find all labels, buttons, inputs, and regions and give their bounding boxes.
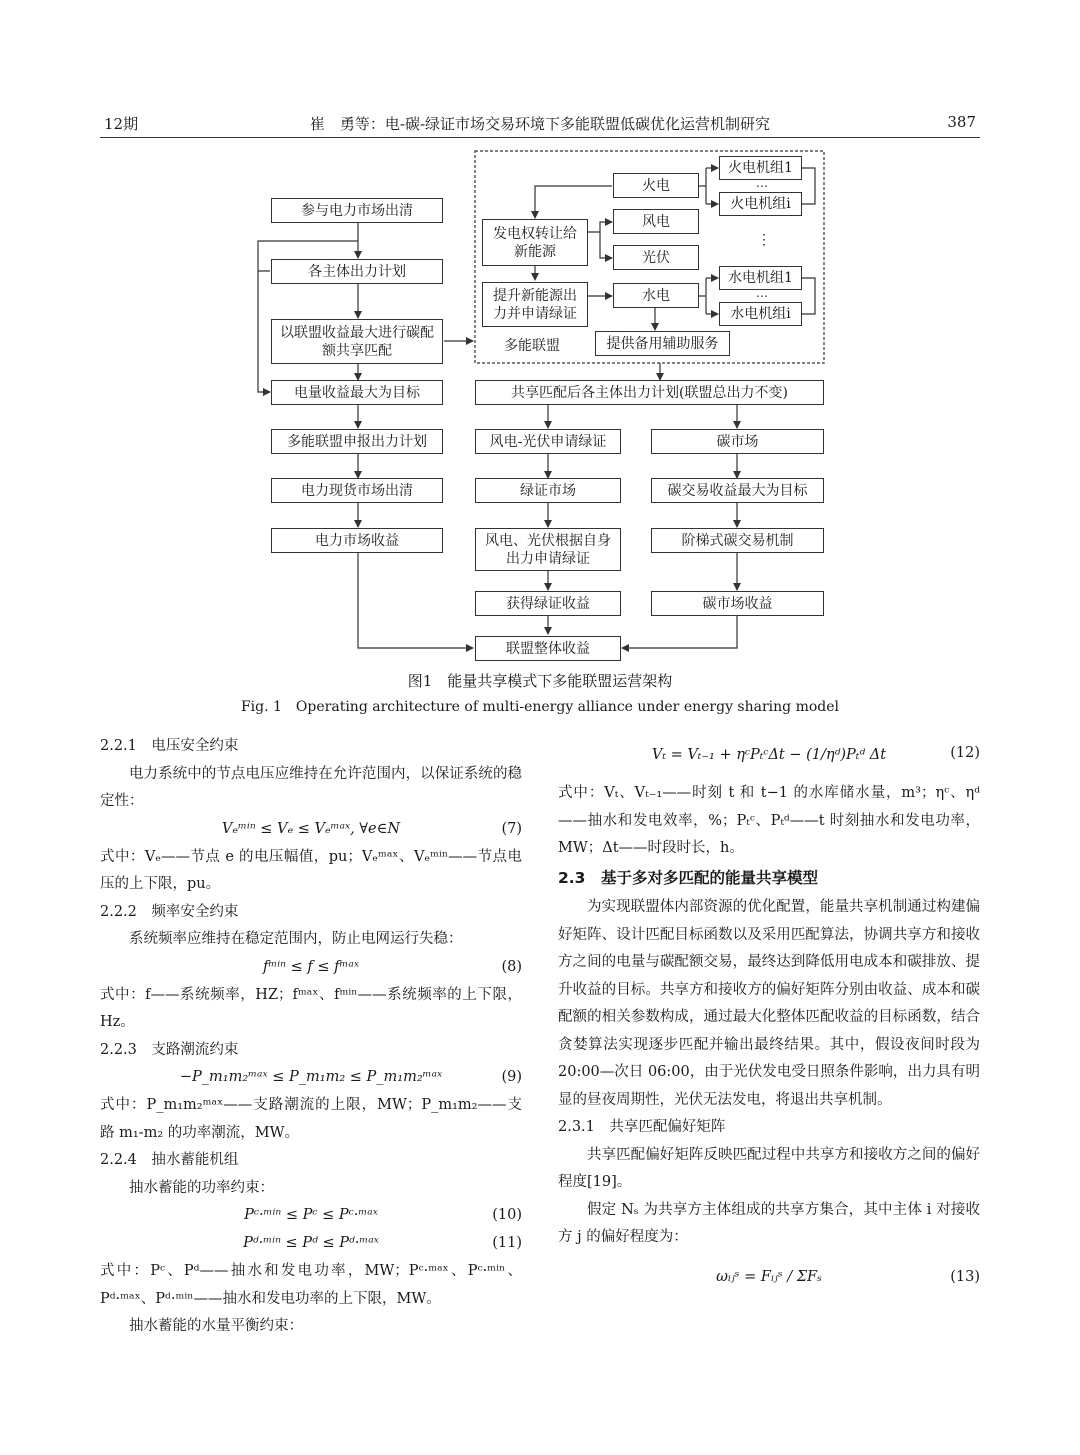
equation-10-body: Pᶜ·ᵐⁱⁿ ≤ Pᶜ ≤ Pᶜ·ᵐᵃˣ [244,1207,378,1223]
equation-11-number: (11) [492,1235,522,1251]
paragraph: 抽水蓄能的功率约束： [129,1179,274,1196]
equation-11-description: 式中：Pᶜ、Pᵈ——抽水和发电功率，MW；Pᶜ·ᵐᵃˣ、Pᶜ·ᵐⁱⁿ、Pᵈ·ᵐᵃˣ、Pᵈ·ᵐⁱⁿ——抽水和发电功率的上下限，MW。 [100,1263,522,1307]
ellipsis-thermal: … [756,176,768,190]
equation-7-body: Vₑᵐⁱⁿ ≤ Vₑ ≤ Vₑᵐᵃˣ, ∀e∈N [221,820,401,837]
box-thermal: 火电 [613,173,699,198]
equation-11-body: Pᵈ·ᵐⁱⁿ ≤ Pᵈ ≤ Pᵈ·ᵐᵃˣ [243,1235,379,1251]
box-green-market: 绿证市场 [475,478,621,503]
equation-12-description: 式中：Vₜ、Vₜ₋₁——时刻 t 和 t−1 的水库储水量，m³；ηᶜ、ηᵈ——抽水和发电效率，%；Pₜᶜ、Pₜᵈ——t 时刻抽水和发电功率，MW；Δt——时段时长，h。 [558,785,980,856]
equation-9-number: (9) [501,1069,522,1085]
right-column [558,740,980,1302]
box-green-by-output: 风电、光伏根据自身出力申请绿证 [475,528,621,571]
box-carbon-target: 碳交易收益最大为目标 [651,478,824,503]
section-2-3-1: 2.3.1 共享匹配偏好矩阵 [558,1119,726,1135]
equation-9-description: 式中：P_m₁m₂ᵐᵃˣ——支路潮流的上限，MW；P_m₁m₂——支路 m₁-m₂ 的功率潮流，MW。 [100,1097,522,1141]
box-upgrade-renewables: 提升新能源出力并申请绿证 [482,282,588,327]
equation-7 [100,816,522,844]
box-green-apply: 风电-光伏申请绿证 [475,429,621,454]
box-carbon-income: 碳市场收益 [651,591,824,616]
paragraph: 电力系统中的节点电压应维持在允许范围内，以保证系统的稳定性： [100,765,522,809]
box-pv: 光伏 [613,245,699,270]
equation-12 [558,740,980,780]
box-green-income: 获得绿证收益 [475,591,621,616]
box-hydro-unit-1: 水电机组1 [719,266,802,290]
box-total-income: 联盟整体收益 [475,636,621,661]
left-column [100,733,522,1341]
box-carbon-tiered: 阶梯式碳交易机制 [651,528,824,553]
box-generation-transfer: 发电权转让给新能源 [482,219,588,266]
box-carbon-market: 碳市场 [651,429,824,454]
box-wind: 风电 [613,209,699,234]
equation-8 [100,954,522,982]
section-2-2-4: 2.2.4 抽水蓄能机组 [100,1152,239,1168]
equation-10-number: (10) [492,1207,522,1223]
box-market-clearing: 参与电力市场出清 [271,198,443,223]
box-energy-income-target: 电量收益最大为目标 [271,380,443,405]
paragraph: 抽水蓄能的水量平衡约束： [129,1318,303,1334]
box-thermal-unit-1: 火电机组1 [719,156,802,180]
running-title: 崔 勇等：电-碳-绿证市场交易环境下多能联盟低碳优化运营机制研究 [309,115,771,133]
section-2-2-1: 2.2.1 电压安全约束 [100,738,239,754]
equation-12-number: (12) [950,745,980,761]
equation-8-number: (8) [501,958,522,975]
equation-13 [558,1252,980,1302]
equation-13-body: ωᵢⱼˢ = Fᵢⱼˢ / ΣFₛ [716,1268,822,1285]
figure-caption-cn: 图1 能量共享模式下多能联盟运营架构 [407,672,673,690]
box-reserve-service: 提供备用辅助服务 [595,331,730,356]
section-2-2-3: 2.2.3 支路潮流约束 [100,1041,239,1058]
section-2-2-2: 2.2.2 频率安全约束 [100,903,239,920]
equation-8-description: 式中：f——系统频率，HZ；fᵐᵃˣ、fᵐⁱⁿ——系统频率的上下限，Hz。 [100,986,522,1030]
equation-7-number: (7) [501,820,522,837]
box-output-plan: 各主体出力计划 [271,259,443,284]
alliance-label: 多能联盟 [504,338,560,354]
equation-8-body: fᵐⁱⁿ ≤ f ≤ fᵐᵃˣ [262,958,359,975]
page-number: 387 [947,113,976,131]
box-hydro-unit-i: 水电机组i [719,302,802,326]
equation-13-number: (13) [950,1268,980,1285]
equation-9-body: −P_m₁m₂ᵐᵃˣ ≤ P_m₁m₂ ≤ P_m₁m₂ᵐᵃˣ [179,1069,443,1085]
equation-12-body: Vₜ = Vₜ₋₁ + ηᶜPₜᶜΔt − (1/ηᵈ)Pₜᵈ Δt [651,747,887,763]
box-declare-output: 多能联盟申报出力计划 [271,429,443,454]
paragraph: 假定 Nₛ 为共享方主体组成的共享方集合，其中主体 i 对接收方 j 的偏好程度为： [558,1201,980,1245]
box-thermal-unit-i: 火电机组i [719,192,802,216]
figure-caption-en: Fig. 1 Operating architecture of multi-energy alliance under energy sharing model [240,699,840,715]
paragraph: 共享匹配偏好矩阵反映匹配过程中共享方和接收方之间的偏好程度[19]。 [558,1146,980,1190]
paragraph: 为实现联盟体内部资源的优化配置，能量共享机制通过构建偏好矩阵、设计匹配目标函数以及采用匹配算法，协调共享方和接收方之间的电量与碳配额交易，最终达到降低用电成本和碳排放、提升收益的目标。共享方和接收方的偏好矩阵分别由收益、成本和碳配额的相关参数构成，通过最大化整体匹配收益的目标函数，结合贪婪算法实现逐步匹配并输出最终结果。其中，假设夜间时段为 20:00—次日 06:00，由于光伏发电受日照条件影响，出力具有明显的昼夜周期性，光伏无法发电，将退出共享机制。 [558,899,980,1108]
box-power-income: 电力市场收益 [271,528,443,553]
paragraph: 系统频率应维持在稳定范围内，防止电网运行失稳： [129,931,463,947]
equation-9 [100,1064,522,1092]
vdots: ⋮ [757,232,771,248]
box-carbon-sharing: 以联盟收益最大进行碳配额共享匹配 [271,319,443,364]
equation-10 [100,1202,522,1230]
issue-number: 12期 [104,115,139,133]
box-hydro: 水电 [613,283,699,308]
box-shared-plan: 共享匹配后各主体出力计划(联盟总出力不变) [475,380,824,405]
section-2-3: 2.3 基于多对多匹配的能量共享模型 [558,868,818,887]
box-spot-clearing: 电力现货市场出清 [271,478,443,503]
equation-11 [100,1230,522,1258]
equation-7-description: 式中：Vₑ——节点 e 的电压幅值，pu；Vₑᵐᵃˣ、Vₑᵐⁱⁿ——节点电压的上下限，pu。 [100,848,522,892]
ellipsis-hydro: … [756,286,768,300]
